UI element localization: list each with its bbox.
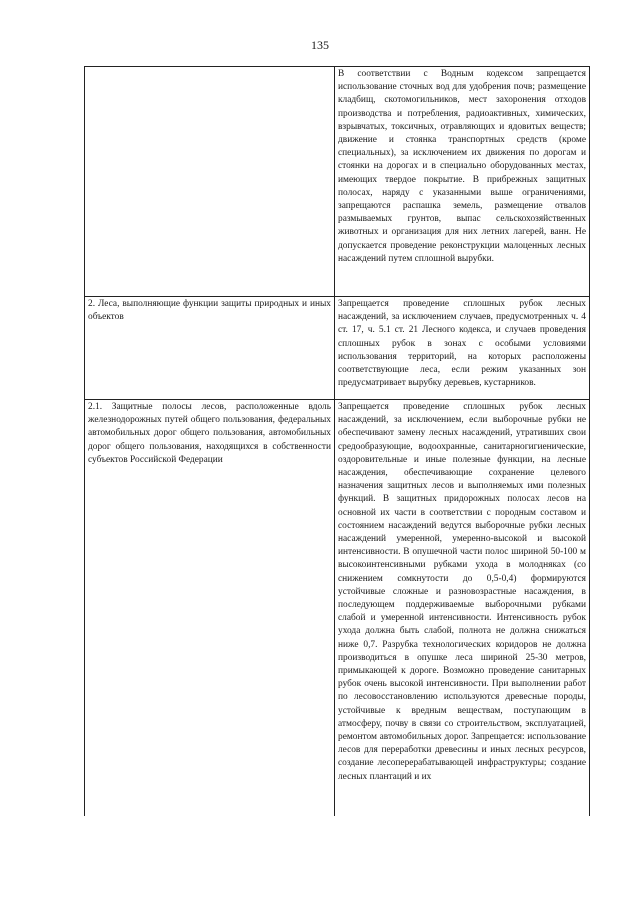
table-row (85, 400, 590, 817)
row-2-category-text: 2. Леса, выполняющие функции защиты природных и иных объектов (88, 299, 331, 323)
row-3-regime-text: Запрещается проведение сплошных рубок лесных насаждений, за исключением, если выборочные рубки не обеспечивают замену лесных насаждений, утративших свои средообразующие, водоохранные, санитарногигиенические, оздоровительные и иные полезные функции, на лесные насаждения, обеспечивающие сохранение целевого назначения защитных лесов и выполняемых ими полезных функций. В защитных придорожных полосах лесов на основной их части в соответствии с породным составом и состоянием насаждений ведутся выборочные рубки лесных насаждений умеренной, умеренно-высокой и высокой интенсивности. В опушечной части полос шириной 50-100 м высокоинтенсивными рубками ухода в молодняках (со снижением сомкнутости до 0,5-0,4) формируются устойчивые сложные и разновозрастные насаждения, в последующем поддерживаемые выборочными рубками слабой и умеренной интенсивности. Интенсивность рубок ухода должна быть слабой, полнота не должна снижаться ниже 0,7. Разрубка технологических коридоров не должна производиться в опушке леса шириной 25-30 метров, примыкающей к дороге. Возможно проведение санитарных рубок очень высокой интенсивности. При выполнении работ по лесовосстановлению используются древесные породы, устойчивые к вредным веществам, поступающим в атмосферу, почву в связи со строительством, эксплуатацией, ремонтом автомобильных дорог. Запрещается: использование лесов для переработки древесины и иных лесных ресурсов, создание лесоперерабатывающей инфраструктуры; создание лесных плантаций и их (338, 402, 586, 782)
table-row (85, 297, 590, 400)
row-1-category-cell (85, 67, 335, 297)
row-3-regime-cell (335, 400, 590, 817)
table-row (85, 67, 590, 297)
row-2-regime-text: Запрещается проведение сплошных рубок лесных насаждений, за исключением случаев, предусмотренных ч. 4 ст. 17, ч. 5.1 ст. 21 Лесного кодекса, и случаев проведения сплошных рубок в зонах с особыми условиями использования территорий, на которых расположены соответствующие леса, если режим указанных зон предусматривает вырубку деревьев, кустарников. (338, 299, 586, 389)
page-number: 135 (311, 38, 329, 52)
row-3-category-cell (85, 400, 335, 817)
regulations-table (84, 66, 590, 816)
row-2-regime-cell (335, 297, 590, 400)
row-2-category-cell (85, 297, 335, 400)
row-1-regime-text: В соответствии с Водным кодексом запрещается использование сточных вод для удобрения почв; размещение кладбищ, скотомогильников, мест захоронения отходов производства и потребления, радиоактивных, химических, взрывчатых, токсичных, отравляющих и ядовитых веществ; движение и стоянка транспортных средств (кроме специальных), за исключением их движения по дорогам и стоянки на дорогах и в специально оборудованных местах, имеющих твердое покрытие. В прибрежных защитных полосах, наряду с указанными выше ограничениями, запрещаются распашка земель, размещение отвалов размываемых грунтов, выпас сельскохозяйственных животных и организация для них летних лагерей, ванн. Не допускается проведение реконструкции малоценных лесных насаждений путем сплошной вырубки. (338, 69, 586, 264)
row-1-regime-cell (335, 67, 590, 297)
row-3-category-text: 2.1. Защитные полосы лесов, расположенные вдоль железнодорожных путей общего пользования, федеральных автомобильных дорог общего пользования, автомобильных дорог общего пользования, находящихся в собственности субъектов Российской Федерации (88, 402, 331, 465)
